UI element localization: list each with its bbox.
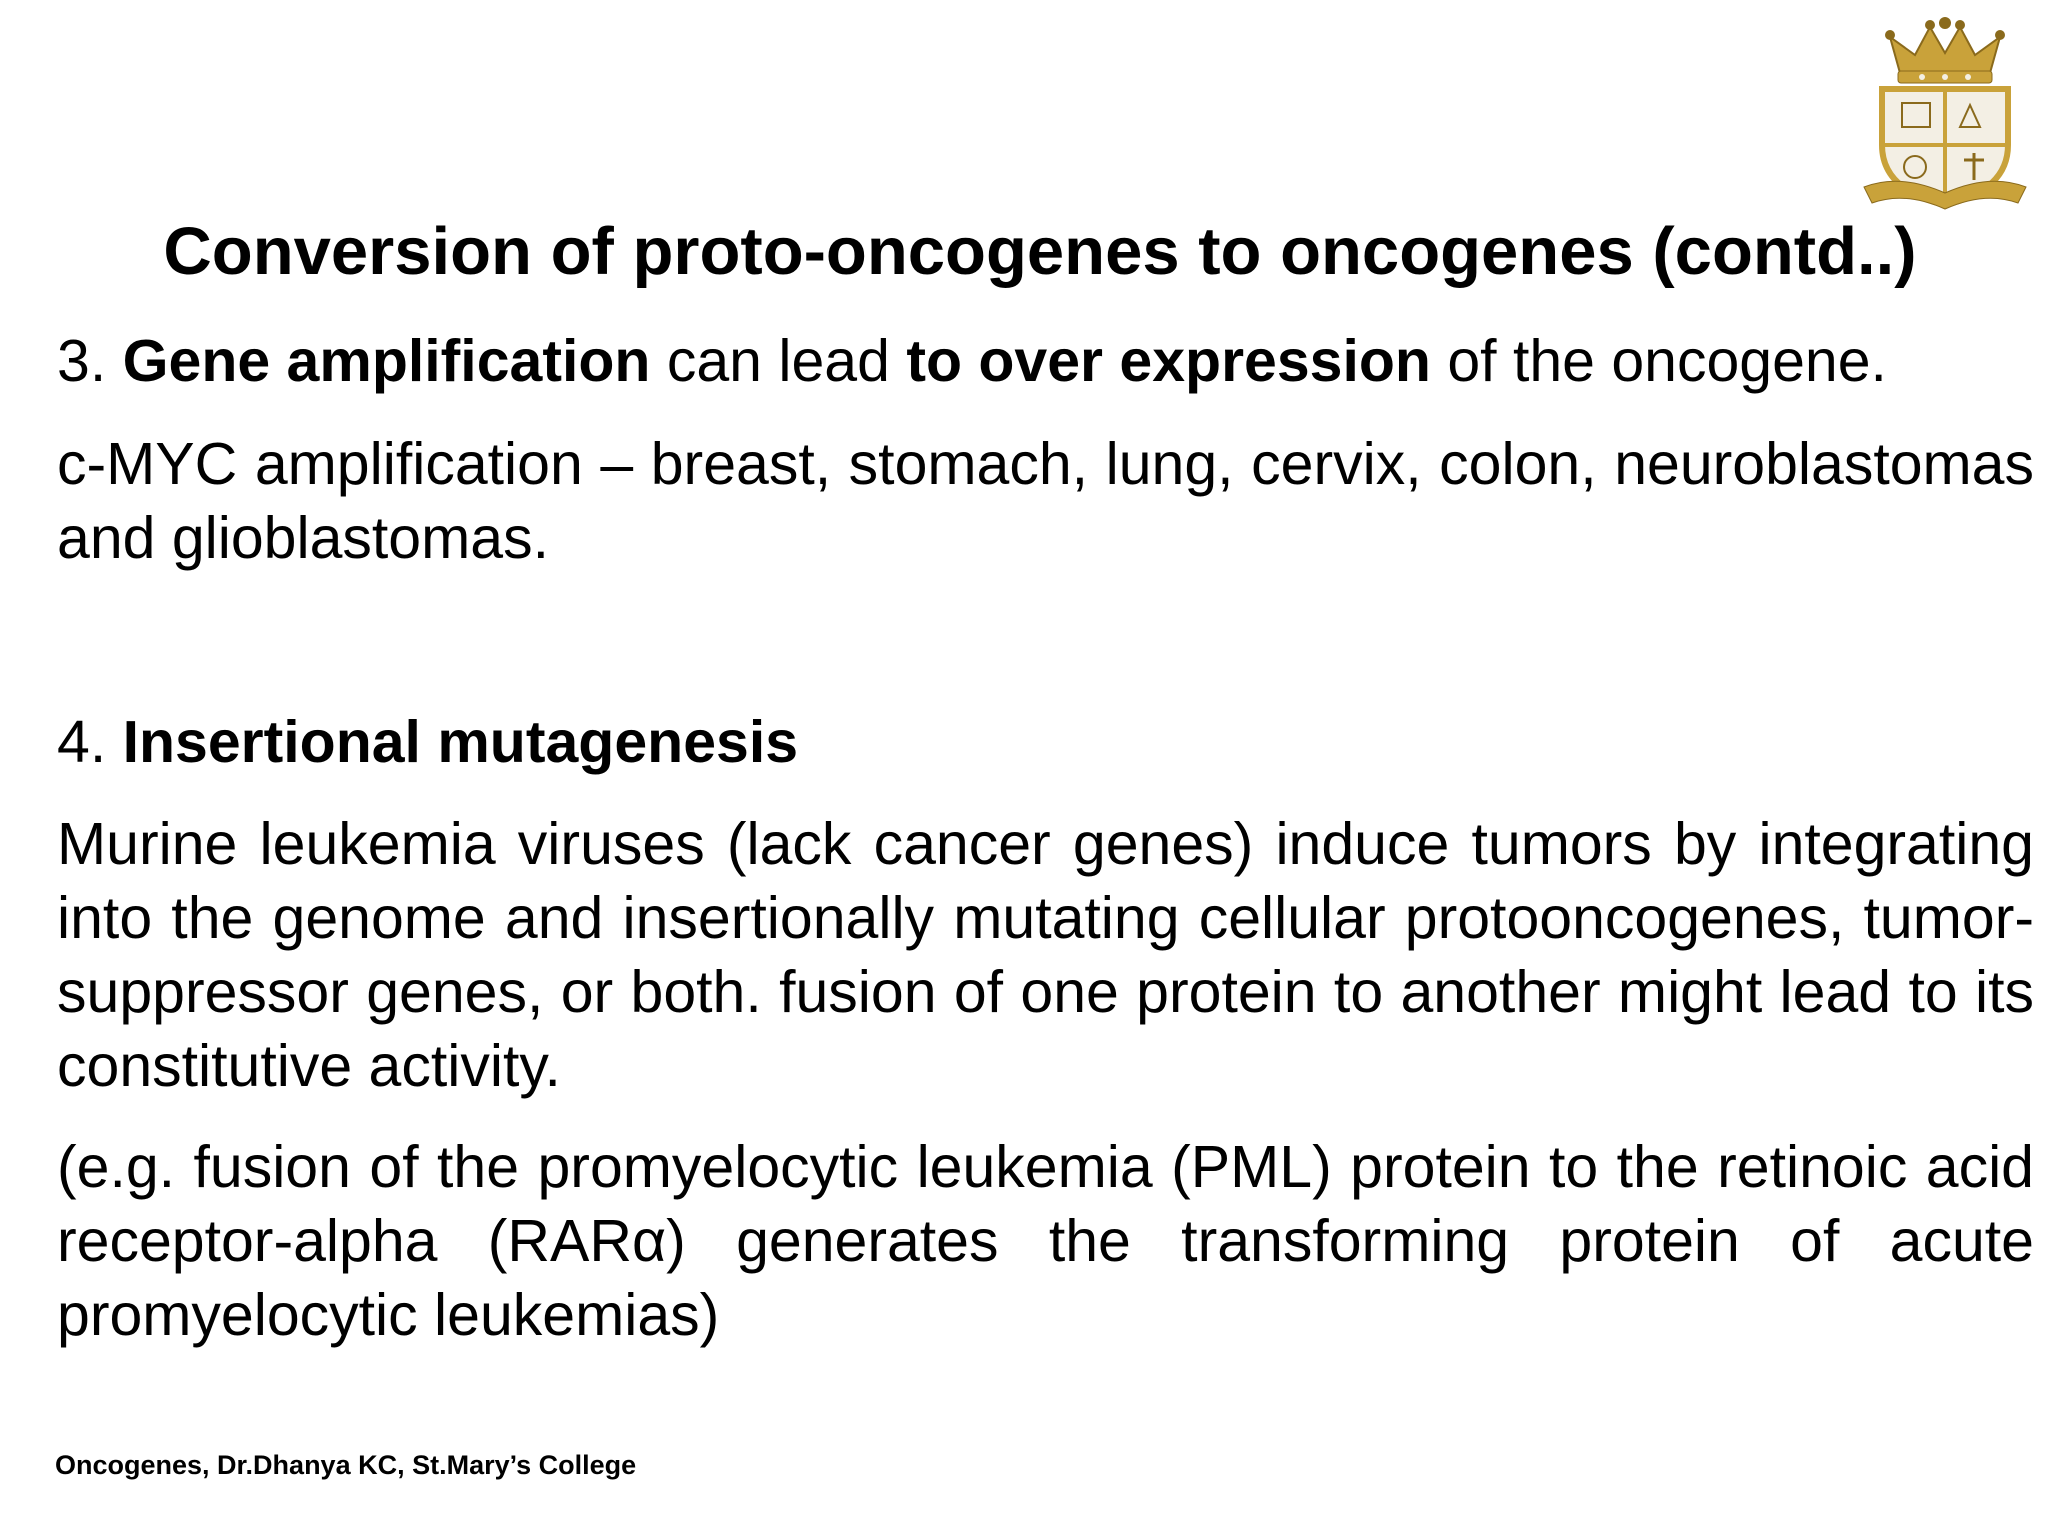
bold-term: to over expression: [906, 328, 1431, 394]
slide-footer: Oncogenes, Dr.Dhanya KC, St.Mary’s College: [55, 1450, 637, 1480]
murine-leukemia-text: Murine leukemia viruses (lack cancer genes) induce tumors by integrating into the genome and insertionally mutating cellular protooncogenes, tumor-suppressor genes, or both. fusion of one protein to another might lead to its constitutive activity.: [57, 811, 2034, 1099]
pml-fusion-example-text: (e.g. fusion of the promyelocytic leukemia (PML) protein to the retinoic acid receptor-alpha (RARα) generates the transforming protein of acute promyelocytic leukemias): [57, 1134, 2034, 1348]
crown-icon: [1885, 17, 2005, 83]
point-number: 4.: [57, 709, 123, 775]
point-number: 3.: [57, 328, 123, 394]
point-insertional-mutagenesis: [57, 705, 2034, 779]
bold-term: Gene amplification: [122, 328, 651, 394]
point-gene-amplification: [57, 324, 2034, 398]
college-crest-logo: [1860, 15, 2030, 215]
slide-title: Conversion of proto-oncogenes to oncogenes (contd..): [163, 214, 1917, 289]
text-run: can lead: [650, 328, 907, 394]
text-run: of the oncogene.: [1430, 328, 1887, 394]
bold-term: Insertional mutagenesis: [122, 709, 799, 775]
myc-amplification-text: c-MYC amplification – breast, stomach, lung, cervix, colon, neuroblastomas and glioblastomas.: [57, 431, 2034, 571]
